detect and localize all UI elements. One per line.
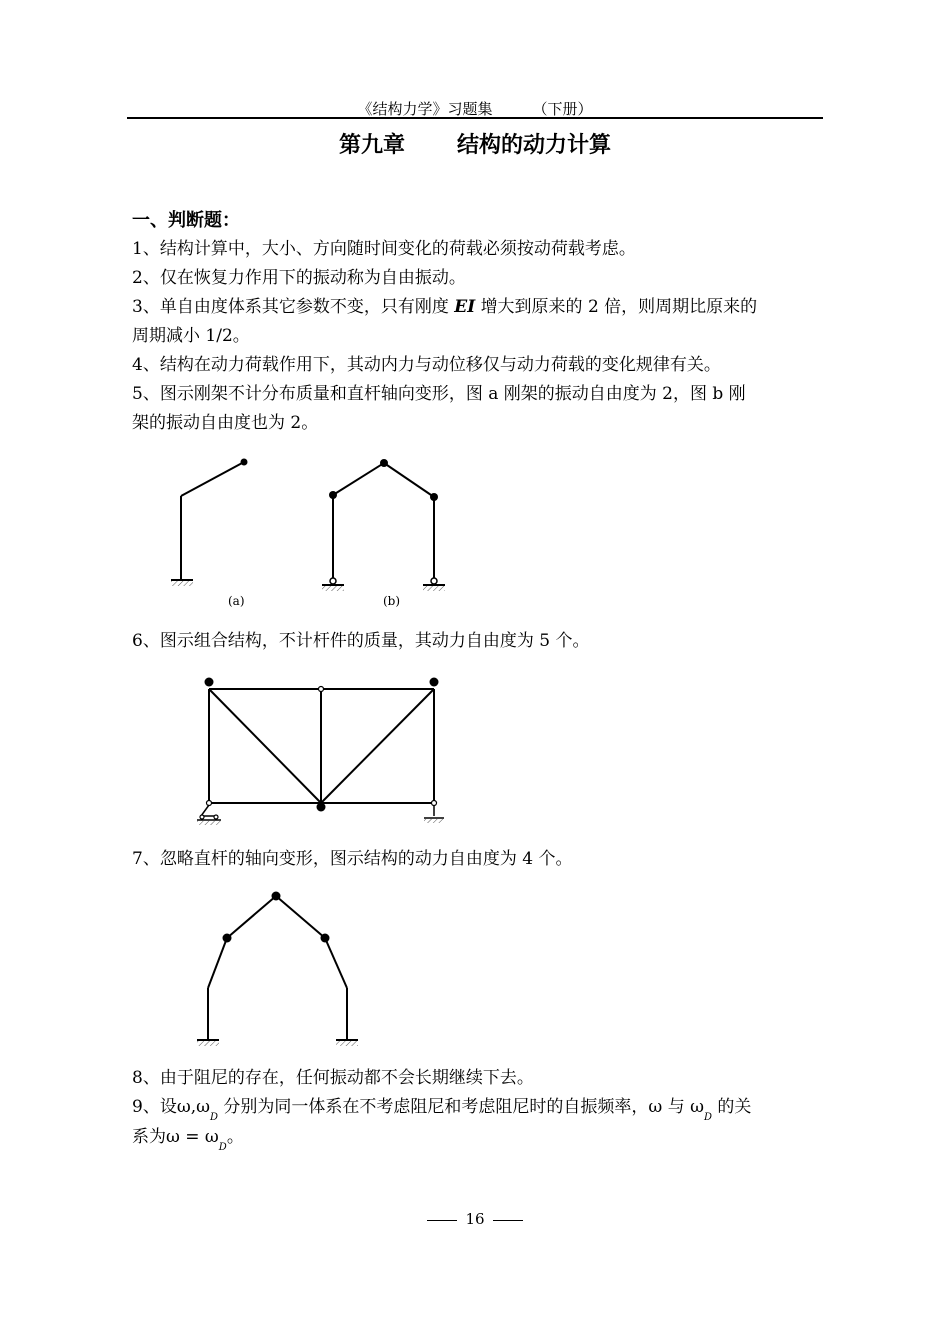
- header-book-title: 《结构力学》习题集: [357, 100, 493, 118]
- mass-point: [430, 493, 438, 501]
- frame-figure-a: [171, 459, 248, 587]
- mass-point: [272, 892, 281, 901]
- chapter-name: 结构的动力计算: [457, 133, 612, 158]
- mass-point: [241, 459, 248, 466]
- page-footer: [0, 1210, 950, 1228]
- mass-point: [380, 459, 388, 467]
- question-3-line-2: 周期减小 1/2。: [132, 326, 250, 346]
- question-9: 9、设$\omega,\omega_D$ 分别为同一体系在不考虑阻尼和考虑阻尼时的自振频率，ω 与 $\omega_D$ 的关: [132, 1097, 752, 1123]
- question-5: 5、图示刚架不计分布质量和直杆轴向变形，图 a 刚架的振动自由度为 2，图 b 刚: [132, 384, 746, 404]
- question-4: 4、结构在动力荷载作用下，其动内力与动位移仅与动力荷载的变化规律有关。: [132, 355, 721, 375]
- mass-point: [205, 678, 214, 687]
- question-3: 3、单自由度体系其它参数不变，只有刚度 EI 增大到原来的 2 倍，则周期比原来的: [132, 297, 758, 317]
- question-9-line-2: 系为$\omega = \omega_D$。: [132, 1127, 244, 1153]
- question-5-line-2: 架的振动自由度也为 2。: [132, 413, 319, 433]
- question-6: 6、图示组合结构，不计杆件的质量，其动力自由度为 5 个。: [132, 631, 590, 651]
- page-number: 16: [465, 1210, 485, 1228]
- mass-point: [321, 934, 330, 943]
- figure-a-caption: (a): [228, 594, 245, 608]
- mass-point: [329, 491, 337, 499]
- question-8: 8、由于阻尼的存在，任何振动都不会长期继续下去。: [132, 1068, 534, 1088]
- frame-figure-b: [322, 459, 445, 591]
- header-volume: （下册）: [532, 100, 593, 118]
- mass-point: [317, 803, 326, 812]
- question-7: 7、忽略直杆的轴向变形，图示结构的动力自由度为 4 个。: [132, 849, 573, 869]
- ei-symbol: EI: [454, 297, 476, 317]
- mass-point: [223, 934, 232, 943]
- chapter-number: 第九章: [338, 133, 405, 158]
- question-2: 2、仅在恢复力作用下的振动称为自由振动。: [132, 268, 466, 288]
- truss-figure: [197, 678, 444, 826]
- section-heading: 一、判断题：: [132, 210, 240, 231]
- mass-point: [430, 678, 439, 687]
- gable-frame-figure: [197, 892, 358, 1047]
- question-1: 1、结构计算中，大小、方向随时间变化的荷载必须按动荷载考虑。: [132, 239, 636, 259]
- figure-b-caption: (b): [383, 594, 401, 608]
